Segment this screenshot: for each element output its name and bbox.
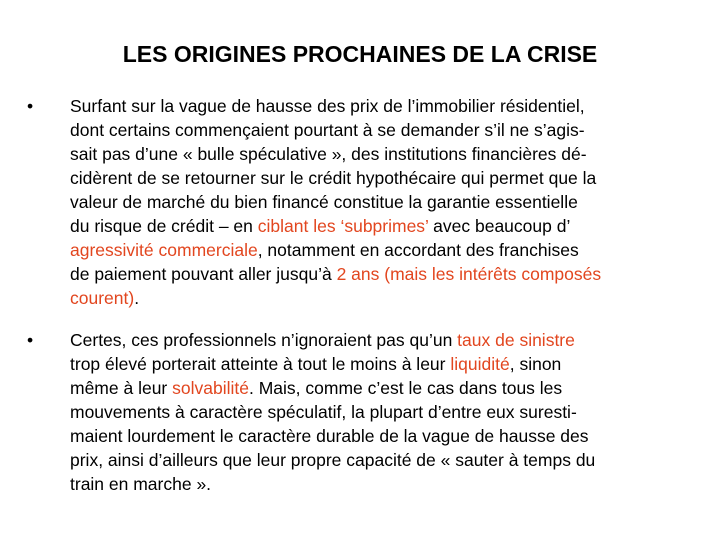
bullet-text	[70, 328, 687, 496]
text-line	[70, 448, 687, 472]
highlighted-text: agressivité commerciale	[70, 240, 258, 260]
text-line	[70, 286, 687, 310]
bullet-text	[70, 94, 687, 310]
text-line	[70, 214, 687, 238]
text-segment: trop élevé porterait atteinte à tout le moins à leur	[70, 354, 451, 374]
text-line	[70, 376, 687, 400]
text-segment: mouvements à caractère spéculatif, la plupart d’entre eux suresti-	[70, 402, 577, 422]
slide-title: LES ORIGINES PROCHAINES DE LA CRISE	[122, 41, 598, 67]
highlighted-text: liquidité	[450, 354, 510, 374]
text-line	[70, 118, 687, 142]
highlighted-text: 2 ans (mais les intérêts composés	[336, 264, 602, 284]
bullet-item	[27, 328, 687, 496]
text-line	[70, 424, 687, 448]
bullet-list	[27, 94, 687, 496]
text-line	[70, 400, 687, 424]
highlighted-text: ciblant les ‘subprimes’	[257, 216, 429, 236]
text-line	[70, 190, 687, 214]
text-line	[70, 166, 687, 190]
text-segment: , sinon	[509, 354, 562, 374]
bullet-marker: •	[27, 96, 34, 116]
text-segment: sait pas d’une « bulle spéculative », des institutions financières dé-	[70, 144, 587, 164]
highlighted-text: courent)	[70, 288, 135, 308]
text-line	[70, 328, 687, 352]
text-segment: de paiement pouvant aller jusqu’à	[70, 264, 337, 284]
text-line	[70, 238, 687, 262]
bullet-marker: •	[27, 330, 34, 350]
bullet-item	[27, 94, 687, 310]
highlighted-text: solvabilité	[172, 378, 249, 398]
text-segment: Certes, ces professionnels n’ignoraient pas qu’un	[70, 330, 458, 350]
text-segment: dont certains commençaient pourtant à se demander s’il ne s’agis-	[70, 120, 585, 140]
text-line	[70, 94, 687, 118]
text-line	[70, 352, 687, 376]
highlighted-text: taux de sinistre	[457, 330, 575, 350]
text-line	[70, 262, 687, 286]
text-segment: du risque de crédit – en	[70, 216, 258, 236]
text-segment: .	[134, 288, 140, 308]
text-segment: cidèrent de se retourner sur le crédit hypothécaire qui permet que la	[70, 168, 597, 188]
text-segment: valeur de marché du bien financé constitue la garantie essentielle	[70, 192, 578, 212]
text-segment: , notamment en accordant des franchises	[257, 240, 579, 260]
text-segment: . Mais, comme c’est le cas dans tous les	[248, 378, 563, 398]
text-segment: Surfant sur la vague de hausse des prix de l’immobilier résidentiel,	[70, 96, 585, 116]
text-segment: train en marche ».	[70, 474, 212, 494]
text-segment: prix, ainsi d’ailleurs que leur propre capacité de « sauter à temps du	[70, 450, 596, 470]
text-line	[70, 472, 687, 496]
text-segment: avec beaucoup d’	[428, 216, 571, 236]
text-line	[70, 142, 687, 166]
text-segment: même à leur	[70, 378, 173, 398]
text-segment: maient lourdement le caractère durable de la vague de hausse des	[70, 426, 589, 446]
